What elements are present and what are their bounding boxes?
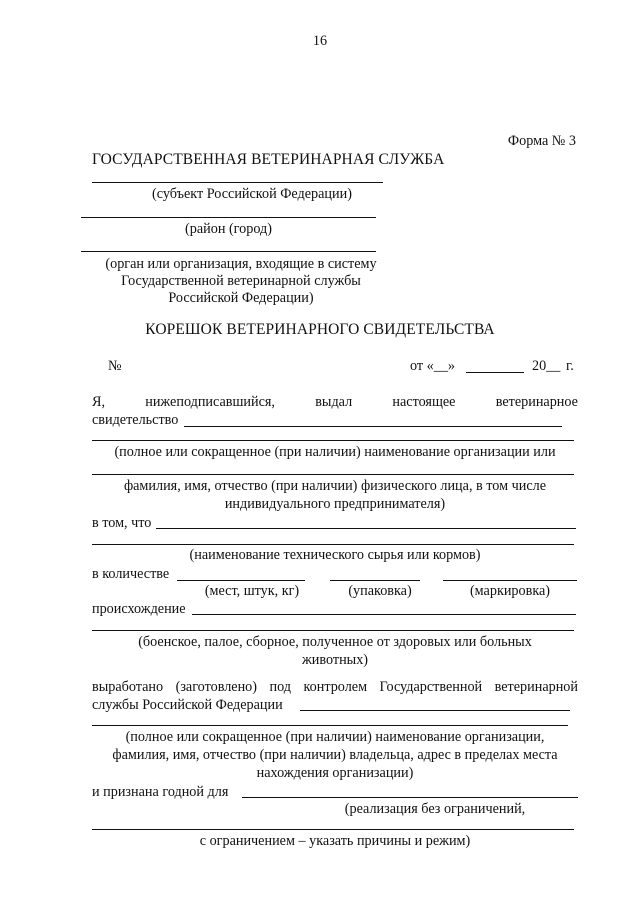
district-line (81, 217, 376, 218)
in-that-line (156, 528, 576, 529)
organ-line (81, 251, 376, 252)
org-caption-1: (полное или сокращенное (при наличии) наименование организации или (114, 444, 556, 460)
intro-word: Я, (92, 394, 106, 410)
recognized-label: и признана годной для (92, 784, 229, 800)
subject-line (92, 182, 383, 183)
certificate-line (184, 426, 562, 427)
producer-line (92, 725, 568, 726)
origin-caption-1: (боенское, палое, сборное, полученное от здоровых или больных (138, 634, 532, 650)
producer-caption-1: (полное или сокращенное (при наличии) наименование организации, (125, 729, 545, 745)
organ-caption-2: Государственной ветеринарной службы (121, 273, 361, 289)
recognized-line (242, 797, 578, 798)
produced-line-1: выработано (заготовлено) под контролем Государственной ветеринарной (92, 679, 578, 695)
origin-caption-2: животных) (301, 652, 369, 668)
form-label: Форма № 3 (507, 133, 576, 149)
page-number: 16 (312, 33, 328, 49)
document-title: КОРЕШОК ВЕТЕРИНАРНОГО СВИДЕТЕЛЬСТВА (145, 321, 495, 338)
marking-caption: (маркировка) (469, 583, 551, 599)
produced-line-2: службы Российской Федерации (92, 697, 283, 713)
intro-word: нижеподписавшийся, (145, 394, 275, 410)
usage-line (92, 829, 574, 830)
org-caption-2: фамилия, имя, отчество (при наличии) физического лица, в том числе (123, 478, 547, 494)
intro-word: выдал (315, 394, 353, 410)
org-line-1 (92, 440, 574, 441)
organ-caption-1: (орган или организация, входящие в систему (105, 256, 377, 272)
district-caption: (район (город) (185, 221, 272, 237)
usage-caption-2: с ограничением – указать причины и режим) (199, 833, 471, 849)
subject-caption: (субъект Российской Федерации) (152, 186, 352, 202)
service-title: ГОСУДАРСТВЕННАЯ ВЕТЕРИНАРНАЯ СЛУЖБА (92, 151, 445, 168)
usage-caption-1: (реализация без ограничений, (344, 801, 526, 817)
quantity-label: в количестве (92, 566, 170, 582)
origin-line (192, 614, 576, 615)
organ-caption-3: Российской Федерации) (168, 290, 314, 306)
intro-line (92, 394, 578, 411)
quantity-marking-line (443, 580, 577, 581)
certificate-word: свидетельство (92, 412, 179, 428)
intro-word: настоящее (392, 394, 456, 410)
raw-material-caption: (наименование технического сырья или кормов) (189, 547, 481, 563)
places-caption: (мест, штук, кг) (204, 583, 300, 599)
date-month-line (466, 372, 524, 373)
produced-line (300, 710, 570, 711)
date-from: от «__» (410, 358, 456, 374)
producer-caption-3: нахождения организации) (256, 765, 414, 781)
year-suffix: г. (566, 358, 574, 374)
org-caption-3: индивидуального предпринимателя) (224, 496, 446, 512)
origin-line-2 (92, 630, 574, 631)
org-line-2 (92, 474, 574, 475)
intro-word: ветеринарное (495, 394, 578, 410)
in-that-label: в том, что (92, 515, 152, 531)
quantity-packaging-line (330, 580, 420, 581)
quantity-places-line (177, 580, 305, 581)
year-prefix: 20__ (532, 358, 561, 374)
raw-material-line (92, 544, 574, 545)
number-label: № (108, 358, 122, 374)
origin-label: происхождение (92, 601, 186, 617)
producer-caption-2: фамилия, имя, отчество (при наличии) владельца, адрес в пределах места (112, 747, 558, 763)
packaging-caption: (упаковка) (348, 583, 412, 599)
